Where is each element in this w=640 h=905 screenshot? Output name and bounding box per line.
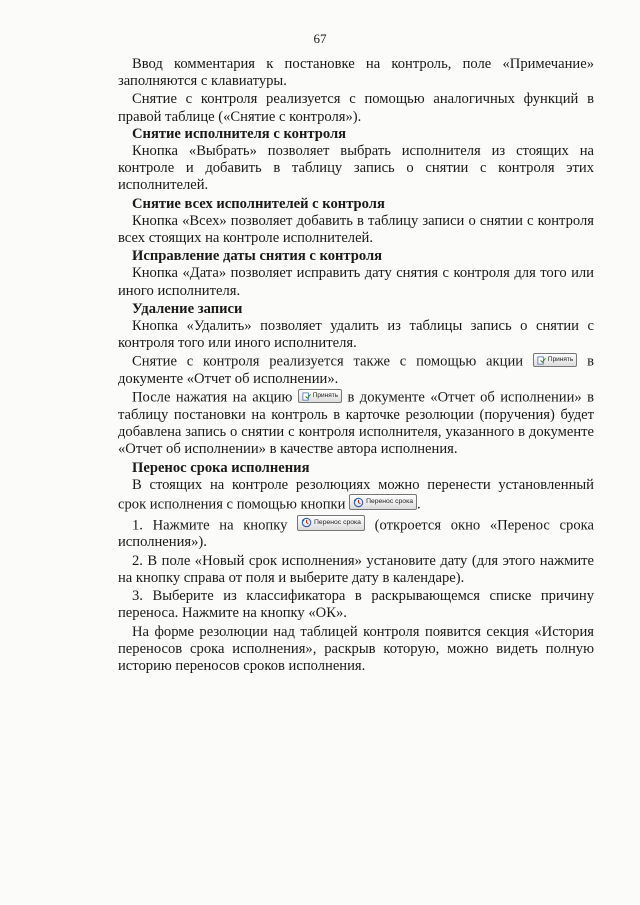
paragraph-history-section: На форме резолюции над таблицей контроля появится секция «История переносов срока исполнения», раскрыв которую, можно видеть полную историю переносов сроков исполнения. — [118, 623, 594, 674]
paragraph-accept-action — [118, 353, 594, 388]
accept-button-label: Принять — [547, 356, 574, 364]
paragraph-after-accept-text-b: в документе «Отчет об исполнении» в таблицу постановки на контроль в карточке резолюции (поручения) будет добавлена запись о снятии с контроля исполнителя, указанного в документе «Отчет об исполнении» в качестве автора исполнения. — [118, 389, 594, 458]
reschedule-button-image — [349, 494, 417, 510]
reschedule-button-label: Перенос срока — [314, 518, 361, 526]
paragraph-step-3: 3. Выберите из классификатора в раскрывающемся списке причину переноса. Нажмите на кнопку «ОК». — [118, 588, 594, 622]
page-number: 67 — [313, 31, 327, 46]
heading-delete-record: Удаление записи — [132, 300, 243, 317]
reschedule-icon — [301, 517, 312, 528]
paragraph-step-2: 2. В поле «Новый срок исполнения» установите дату (для этого нажмите на кнопку справа от поля и выберите дату в календаре). — [118, 552, 594, 586]
paragraph-after-accept — [118, 389, 594, 458]
paragraph-step-1-text-b: (откроется окно «Перенос срока исполнения»). — [118, 517, 594, 551]
page-body — [118, 56, 594, 675]
paragraph-comment-input: Ввод комментария к постановке на контроль, поле «Примечание» заполняются с клавиатуры. — [118, 56, 594, 90]
paragraph-accept-action-text-a: Снятие с контроля реализуется также с помощью акции — [132, 353, 524, 370]
accept-button-image-2 — [298, 389, 342, 403]
paragraph-all-button: Кнопка «Всех» позволяет добавить в таблицу записи о снятии с контроля всех стоящих на контроле исполнителей. — [118, 212, 594, 247]
paragraph-reschedule-intro-text-b: . — [416, 496, 421, 513]
paragraph-step-1 — [118, 515, 594, 552]
accept-button-image — [533, 353, 577, 367]
paragraph-delete-button: Кнопка «Удалить» позволяет удалить из таблицы запись о снятии с контроля того или иного исполнителя. — [118, 318, 594, 352]
paragraph-select-button: Кнопка «Выбрать» позволяет выбрать исполнителя из стоящих на контроле и добавить в таблицу запись о снятии с контроля этих исполнителей. — [118, 143, 594, 194]
accept-button-label: Принять — [312, 392, 339, 400]
heading-remove-executor: Снятие исполнителя с контроля — [132, 125, 347, 142]
paragraph-remove-control: Снятие с контроля реализуется с помощью аналогичных функций в правой таблице («Снятие с контроля»). — [118, 91, 594, 125]
paragraph-reschedule-intro — [118, 477, 594, 514]
heading-fix-date: Исправление даты снятия с контроля — [132, 248, 383, 265]
heading-remove-all-executors: Снятие всех исполнителей с контроля — [132, 195, 385, 212]
paragraph-reschedule-intro-text-a: В стоящих на контроле резолюциях можно перенести установленный срок исполнения с помощью кнопки — [118, 476, 594, 513]
accept-document-icon — [537, 356, 546, 365]
paragraph-step-1-text-a: 1. Нажмите на кнопку — [132, 517, 288, 534]
reschedule-icon — [353, 497, 364, 508]
paragraph-date-button: Кнопка «Дата» позволяет исправить дату снятия с контроля для того или иного исполнителя. — [118, 265, 594, 299]
accept-document-icon — [302, 392, 311, 401]
heading-reschedule: Перенос срока исполнения — [132, 459, 310, 476]
paragraph-after-accept-text-a: После нажатия на акцию — [132, 389, 293, 406]
reschedule-button-label: Перенос срока — [366, 498, 413, 506]
reschedule-button-image-2 — [297, 515, 365, 531]
paragraph-accept-action-text-b: в документе «Отчет об исполнении». — [118, 353, 595, 388]
